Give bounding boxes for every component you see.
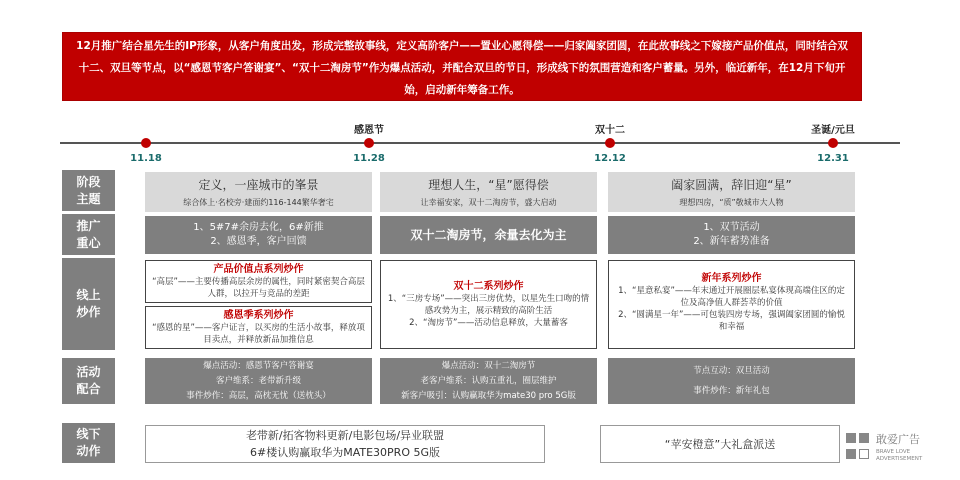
theme-title: 定义，一座城市的峯景 bbox=[198, 178, 319, 192]
activity-box bbox=[608, 358, 855, 404]
theme-box bbox=[380, 172, 597, 212]
focus-box bbox=[608, 216, 855, 254]
online-box bbox=[145, 306, 372, 349]
activity-line: 客户维系：老带新升级 bbox=[215, 375, 301, 386]
online-heading: 产品价值点系列炒作 bbox=[213, 263, 304, 275]
focus-line: 1、双节活动 bbox=[703, 222, 760, 233]
logo-en bbox=[876, 449, 922, 463]
offline-box bbox=[600, 425, 840, 463]
logo-en-line: BRAVE LOVE bbox=[876, 449, 911, 455]
focus-line: 2、新年蓄势准备 bbox=[693, 236, 770, 247]
theme-title: 理想人生，“星”愿得偿 bbox=[428, 178, 549, 192]
row-label-theme: 阶段主题 bbox=[62, 170, 115, 211]
focus-line: 1、5#7#余房去化，6#新推 bbox=[193, 222, 324, 233]
date-label: 11.28 bbox=[353, 153, 385, 164]
activity-line: 节点互动：双旦活动 bbox=[693, 366, 770, 376]
theme-box bbox=[145, 172, 372, 212]
activity-line: 爆点活动：感恩节客户答谢宴 bbox=[203, 360, 314, 371]
brand-logo bbox=[846, 431, 942, 467]
online-text: 1、“三房专场”——突出三房优势，以星先生口吻的情感攻势为主，展示精致的高阶生活 bbox=[387, 293, 590, 316]
offline-box bbox=[145, 425, 545, 463]
row-label-online: 线上炒作 bbox=[62, 258, 115, 350]
date-label: 11.18 bbox=[130, 153, 162, 164]
focus-line: 2、感恩季，客户回馈 bbox=[210, 236, 307, 247]
timeline-axis bbox=[60, 142, 900, 144]
online-box bbox=[145, 260, 372, 303]
offline-line: 老带新/拓客物料更新/电影包场/异业联盟 bbox=[245, 429, 445, 442]
online-text: 2、“淘房节”——活动信息释放，大量蓄客 bbox=[409, 317, 568, 328]
online-text: 2、“圆满星一年”——可包装四房专场，强调阖家团圆的愉悦和幸福 bbox=[618, 310, 845, 332]
online-heading: 双十二系列炒作 bbox=[453, 280, 524, 292]
timeline-dot bbox=[364, 138, 374, 148]
timeline-dot bbox=[141, 138, 151, 148]
logo-cn: 敢爱广告 bbox=[876, 433, 920, 446]
logo-square-icon bbox=[859, 433, 869, 443]
row-label-offline: 线下动作 bbox=[62, 423, 115, 463]
date-label: 12.31 bbox=[817, 153, 849, 164]
online-text: “感恩的星”——客户证言，以买房的生活小故事，释放项目卖点，并释放新品加推信息 bbox=[152, 322, 365, 345]
logo-square-icon bbox=[846, 449, 856, 459]
event-label: 双十二 bbox=[595, 125, 625, 136]
focus-box bbox=[145, 216, 372, 254]
activity-line: 事件炒作：新年礼包 bbox=[693, 386, 770, 396]
row-label-activity: 活动配合 bbox=[62, 358, 115, 404]
row-label-focus: 推广重心 bbox=[62, 214, 115, 255]
date-label: 12.12 bbox=[594, 153, 626, 164]
timeline-dot bbox=[605, 138, 615, 148]
summary-banner: 12月推广结合星先生的IP形象，从客户角度出发，形成完整故事线，定义高阶客户——置业心愿得偿——归家阖家团圆，在此故事线之下嫁接产品价值点，同时结合双十二、双旦等节点，以“感恩节客户答谢宴”、“双十二淘房节”作为爆点活动，并配合双旦的节日，形成线下的氛围营造和客户蓄量。另外，临近新年，在12月下旬开始，启动新年筹备工作。 bbox=[62, 32, 862, 101]
online-box bbox=[608, 260, 855, 349]
logo-square-icon bbox=[859, 449, 869, 459]
online-box bbox=[380, 260, 597, 349]
offline-line: 6#楼认购赢取华为MATE30PRO 5G版 bbox=[250, 446, 440, 459]
activity-line: 老客户维系：认购五重礼，圈层维护 bbox=[420, 375, 557, 386]
theme-subtitle: 理想四房，“质”敬城市大人物 bbox=[679, 198, 784, 207]
online-heading: 感恩季系列炒作 bbox=[223, 309, 294, 321]
logo-square-icon bbox=[846, 433, 856, 443]
focus-line: 双十二淘房节，余量去化为主 bbox=[410, 228, 567, 242]
theme-subtitle: 让幸福安家，双十二淘房节，盛大启动 bbox=[420, 198, 557, 207]
focus-box bbox=[380, 216, 597, 254]
activity-box bbox=[380, 358, 597, 404]
activity-box bbox=[145, 358, 372, 404]
online-text: “高层”——主要传播高层余房的属性，同时紧密契合高层人群，以拉开与竞品的差距 bbox=[152, 276, 365, 299]
logo-en-line: ADVERTISEMENT bbox=[876, 456, 923, 462]
theme-title: 阖家圆满，辞旧迎“星” bbox=[671, 178, 792, 192]
event-label: 圣诞/元旦 bbox=[811, 125, 855, 136]
activity-line: 事件炒作：高层，高枕无忧（送枕头） bbox=[186, 390, 331, 401]
activity-line: 爆点活动：双十二淘房节 bbox=[441, 360, 536, 371]
activity-line: 新客户吸引：认购赢取华为mate30 pro 5G版 bbox=[401, 390, 576, 401]
online-heading: 新年系列炒作 bbox=[701, 273, 762, 284]
event-label: 感恩节 bbox=[354, 125, 384, 136]
online-text: 1、“星意私宴”——年末通过开展圈层私宴体现高端住区的定位及高净值人群荟萃的价值 bbox=[618, 286, 845, 308]
theme-subtitle: 综合体上·名校旁·建面约116-144繁华奢宅 bbox=[183, 198, 334, 207]
theme-box bbox=[608, 172, 855, 212]
offline-line: “苹安橙意”大礼盒派送 bbox=[664, 437, 776, 451]
timeline-dot bbox=[828, 138, 838, 148]
